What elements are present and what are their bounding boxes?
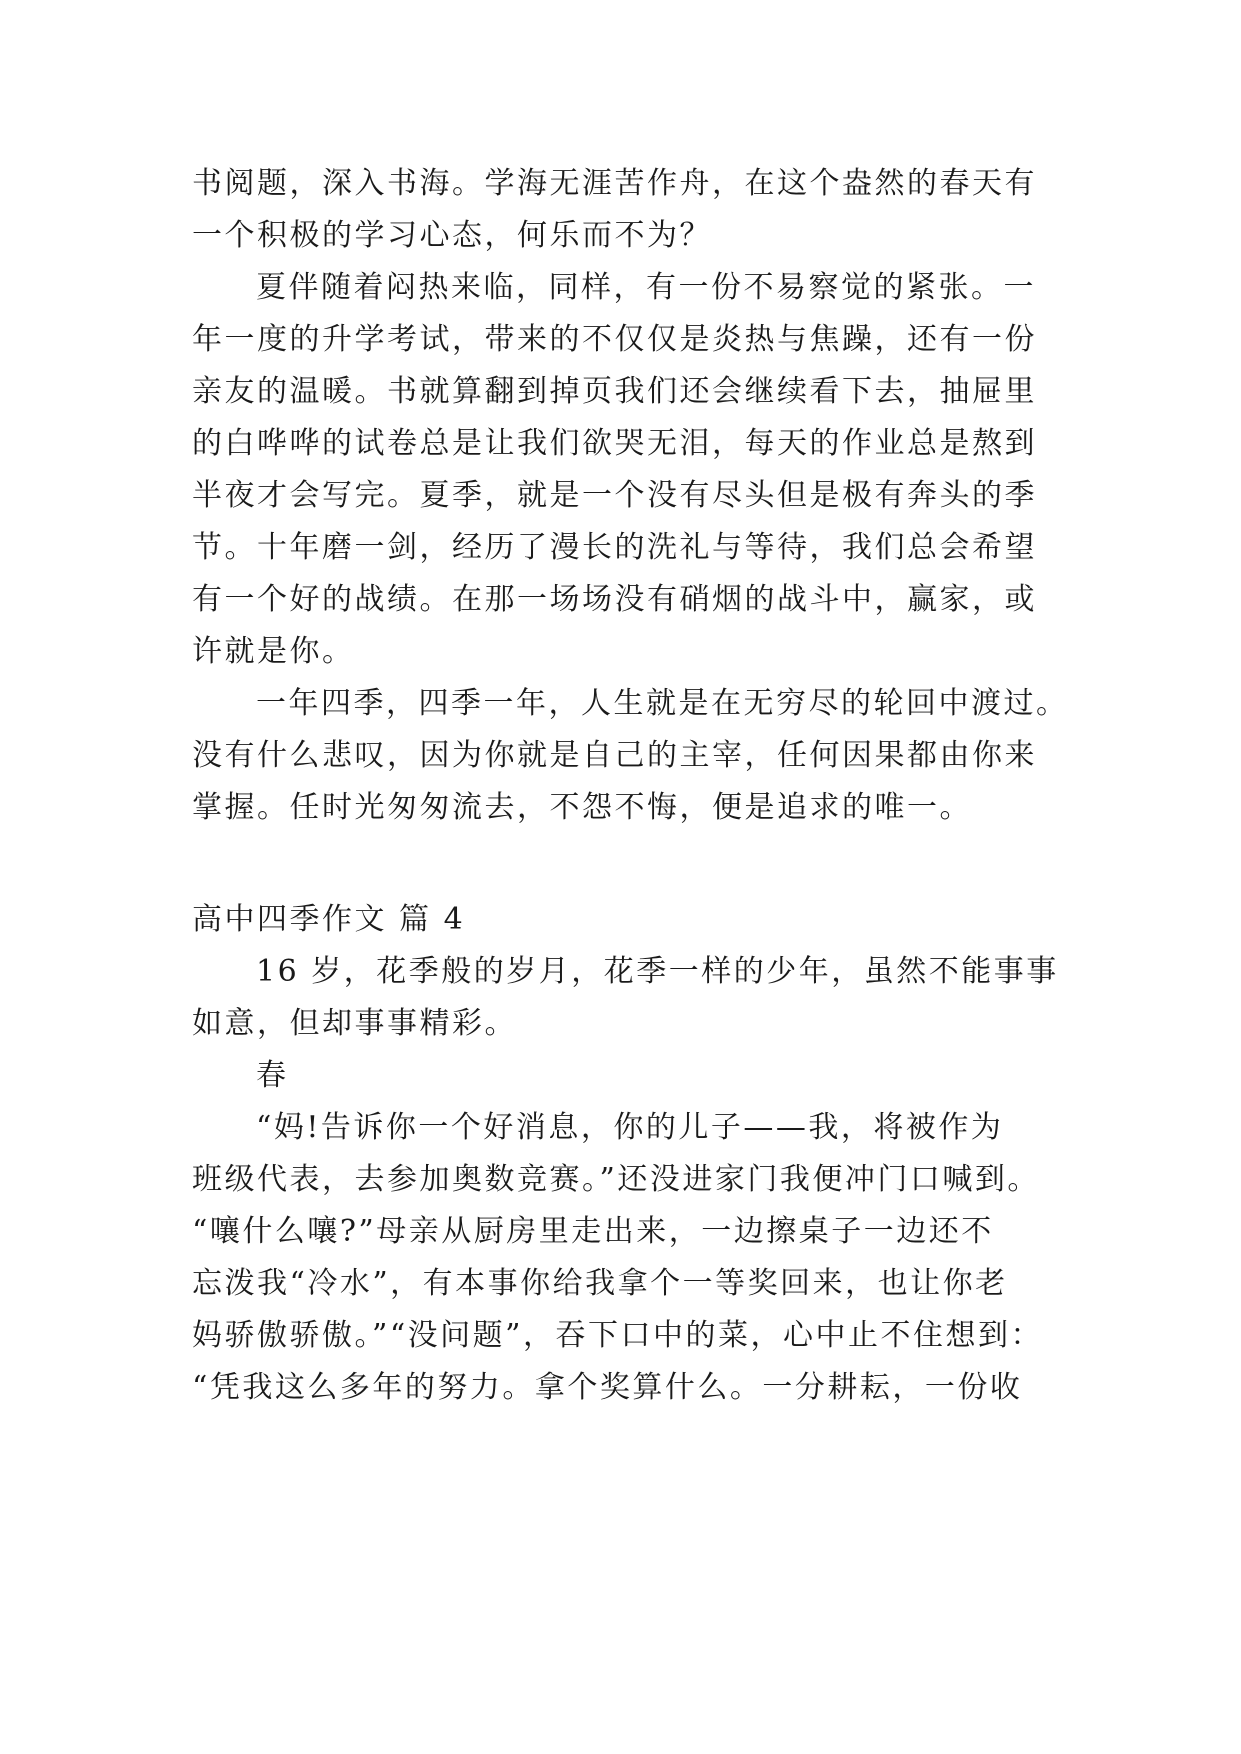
- paragraph-line: 夏伴随着闷热来临，同样，有一份不易察觉的紧张。一: [256, 270, 1036, 305]
- paragraph-line: 半夜才会写完。夏季，就是一个没有尽头但是极有奔头的季: [192, 478, 1037, 513]
- paragraph-line: 一年四季，四季一年，人生就是在无穷尽的轮回中渡过。: [256, 686, 1069, 721]
- paragraph-line: “妈!告诉你一个好消息，你的儿子——我，将被作为: [256, 1110, 1004, 1145]
- paragraph-line: “凭我这么多年的努力。拿个奖算什么。一分耕耘，一份收: [192, 1370, 1023, 1405]
- subheading-spring: 春: [256, 1058, 289, 1093]
- section-heading: 高中四季作文 篇 4: [192, 902, 466, 937]
- paragraph-line: 年一度的升学考试，带来的不仅仅是炎热与焦躁，还有一份: [192, 322, 1037, 357]
- paragraph-line: 掌握。任时光匆匆流去，不怨不悔，便是追求的唯一。: [192, 790, 972, 825]
- paragraph-line: 妈骄傲骄傲。”“没问题”，吞下口中的菜，心中止不住想到：: [192, 1318, 1044, 1353]
- paragraph-line: 如意，但却事事精彩。: [192, 1006, 517, 1041]
- paragraph-line: 节。十年磨一剑，经历了漫长的洗礼与等待，我们总会希望: [192, 530, 1037, 565]
- paragraph-line: 许就是你。: [192, 634, 355, 669]
- document-body: [192, 158, 1092, 1414]
- paragraph-line: 的白哗哗的试卷总是让我们欲哭无泪，每天的作业总是熬到: [192, 426, 1037, 461]
- paragraph-line: 有一个好的战绩。在那一场场没有硝烟的战斗中，赢家，或: [192, 582, 1037, 617]
- paragraph-line: 亲友的温暖。书就算翻到掉页我们还会继续看下去，抽屉里: [192, 374, 1037, 409]
- paragraph-line: 书阅题，深入书海。学海无涯苦作舟，在这个盎然的春天有: [192, 166, 1037, 201]
- paragraph-line: 16 岁，花季般的岁月，花季一样的少年，虽然不能事事: [256, 954, 1059, 989]
- paragraph-line: 班级代表，去参加奥数竞赛。”还没进家门我便冲门口喊到。: [192, 1162, 1040, 1197]
- paragraph-line: 没有什么悲叹，因为你就是自己的主宰，任何因果都由你来: [192, 738, 1037, 773]
- paragraph-line: “嚷什么嚷?”母亲从厨房里走出来，一边擦桌子一边还不: [192, 1214, 994, 1249]
- paragraph-line: 忘泼我“冷水”，有本事你给我拿个一等奖回来，也让你老: [192, 1266, 1008, 1301]
- paragraph-line: 一个积极的学习心态，何乐而不为？: [192, 218, 712, 253]
